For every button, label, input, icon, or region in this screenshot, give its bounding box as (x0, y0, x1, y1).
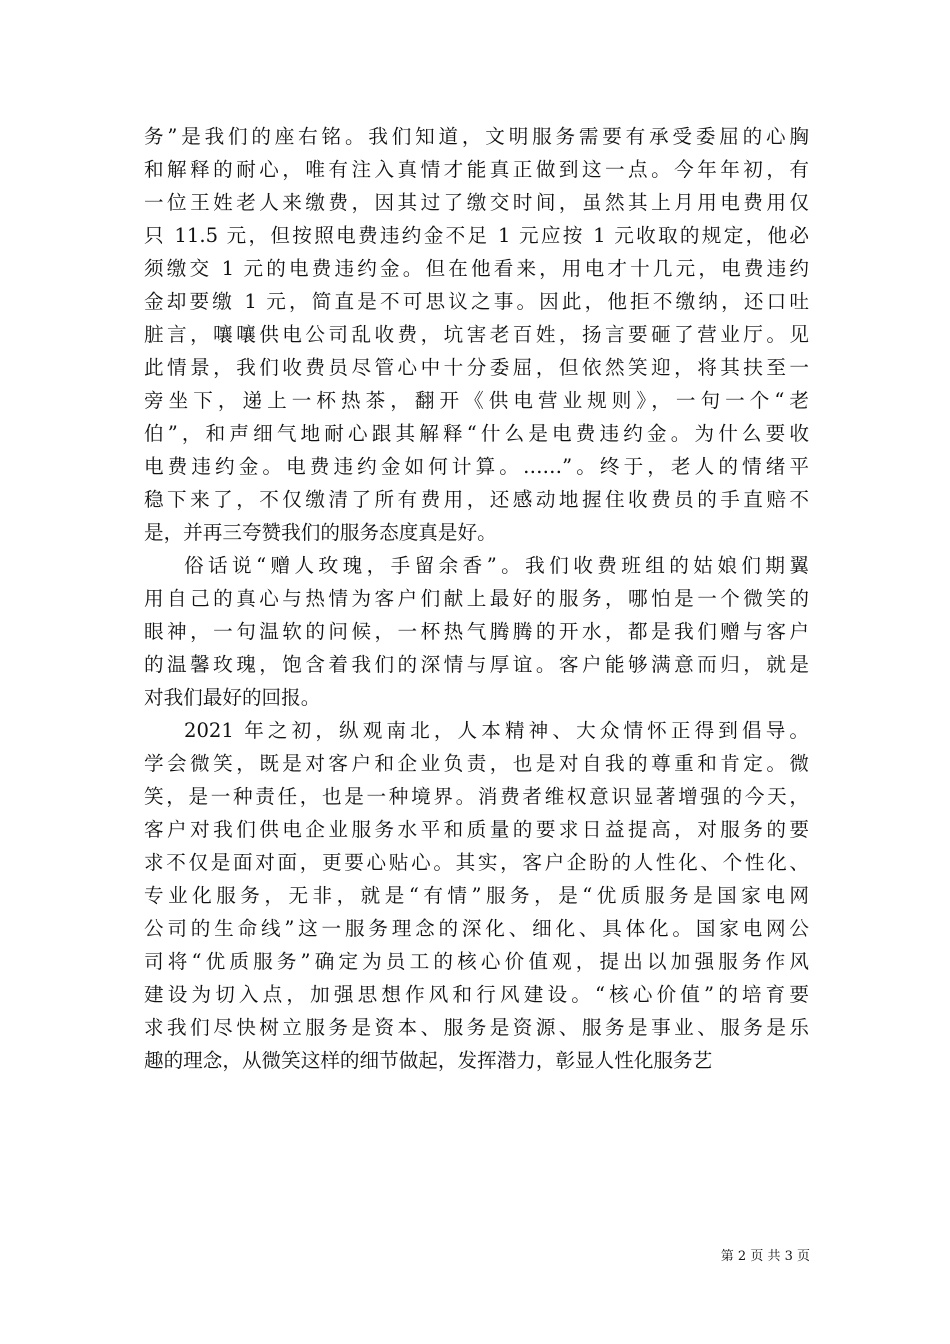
text-line: 旁坐下，递上一杯热茶，翻开《供电营业规则》，一句一个“老 (144, 389, 809, 412)
text-line: 稳下来了，不仅缴清了所有费用，还感动地握住收费员的手直赔不 (144, 488, 809, 511)
text-line: 求不仅是面对面，更要心贴心。其实，客户企盼的人性化、个性化、 (144, 851, 809, 874)
text-line: 对我们最好的回报。 (144, 686, 321, 709)
page-number-footer: 第 2 页 共 3 页 (720, 1249, 810, 1264)
paragraph (144, 714, 809, 1077)
body-text (144, 120, 809, 1077)
text-line: 只 11.5 元，但按照电费违约金不足 1 元应按 1 元收取的规定，他必 (144, 224, 809, 247)
text-line: 金却要缴 1 元，简直是不可思议之事。因此，他拒不缴纳，还口吐 (144, 290, 809, 313)
text-line: 务”是我们的座右铭。我们知道，文明服务需要有承受委屈的心胸 (144, 125, 809, 148)
text-line: 是，并再三夸赞我们的服务态度真是好。 (144, 521, 497, 544)
text-line: 司将“优质服务”确定为员工的核心价值观，提出以加强服务作风 (144, 950, 809, 973)
text-line: 建设为切入点，加强思想作风和行风建设。“核心价值”的培育要 (144, 983, 809, 1006)
text-line: 俗话说“赠人玫瑰，手留余香”。我们收费班组的姑娘们期翼 (184, 554, 809, 577)
text-line: 的温馨玫瑰，饱含着我们的深情与厚谊。客户能够满意而归，就是 (144, 653, 809, 676)
text-line: 眼神，一句温软的问候，一杯热气腾腾的开水，都是我们赠与客户 (144, 620, 809, 643)
text-line: 伯”，和声细气地耐心跟其解释“什么是电费违约金。为什么要收 (144, 422, 809, 445)
text-line: 用自己的真心与热情为客户们献上最好的服务，哪怕是一个微笑的 (144, 587, 809, 610)
paragraph (144, 120, 809, 549)
text-line: 专业化服务，无非，就是“有情”服务，是“优质服务是国家电网 (144, 884, 809, 907)
text-line: 求我们尽快树立服务是资本、服务是资源、服务是事业、服务是乐 (144, 1016, 809, 1039)
paragraph (144, 549, 809, 714)
text-line: 和解释的耐心，唯有注入真情才能真正做到这一点。今年年初，有 (144, 158, 809, 181)
text-line: 公司的生命线”这一服务理念的深化、细化、具体化。国家电网公 (144, 917, 809, 940)
text-line: 此情景，我们收费员尽管心中十分委屈，但依然笑迎，将其扶至一 (144, 356, 809, 379)
text-line: 2021 年之初，纵观南北，人本精神、大众情怀正得到倡导。 (184, 719, 809, 742)
text-line: 一位王姓老人来缴费，因其过了缴交时间，虽然其上月用电费用仅 (144, 191, 809, 214)
text-line: 学会微笑，既是对客户和企业负责，也是对自我的尊重和肯定。微 (144, 752, 809, 775)
text-line: 客户对我们供电企业服务水平和质量的要求日益提高，对服务的要 (144, 818, 809, 841)
text-line: 电费违约金。电费违约金如何计算。……”。终于，老人的情绪平 (144, 455, 809, 478)
text-line: 脏言，嚷嚷供电公司乱收费，坑害老百姓，扬言要砸了营业厅。见 (144, 323, 809, 346)
text-line: 须缴交 1 元的电费违约金。但在他看来，用电才十几元，电费违约 (144, 257, 809, 280)
text-line: 笑，是一种责任，也是一种境界。消费者维权意识显著增强的今天， (144, 785, 809, 808)
text-line: 趣的理念，从微笑这样的细节做起，发挥潜力，彰显人性化服务艺 (144, 1049, 713, 1072)
